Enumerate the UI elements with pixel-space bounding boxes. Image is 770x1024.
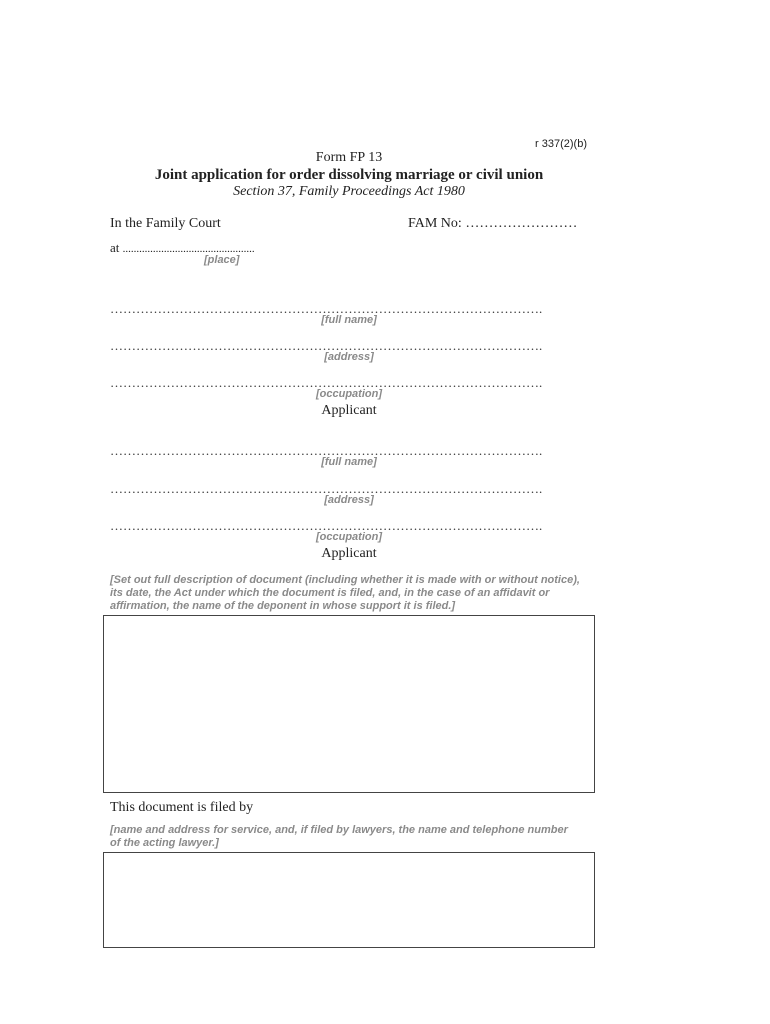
applicant-2-occupation-line[interactable]: ………………………………………………………………………………………. — [110, 518, 543, 533]
rule-reference: r 337(2)(b) — [535, 138, 587, 150]
filed-by-label: This document is filed by — [110, 800, 254, 815]
applicant-2-full-name-hint: [full name] — [321, 456, 377, 468]
applicant-1-full-name-hint: [full name] — [321, 314, 377, 326]
fam-no-field[interactable] — [408, 216, 577, 232]
form-title: Joint application for order dissolving marriage or civil union — [154, 167, 544, 183]
form-name: Form FP 13 — [315, 150, 383, 165]
at-label: at — [110, 240, 120, 255]
place-hint: [place] — [204, 254, 240, 266]
applicant-1-address-line[interactable]: ………………………………………………………………………………………. — [110, 338, 543, 353]
form-subtitle: Section 37, Family Proceedings Act 1980 — [233, 184, 465, 199]
fam-no-dots[interactable]: …………………… — [465, 216, 578, 231]
applicant-1-role: Applicant — [321, 403, 377, 418]
filed-by-box[interactable] — [103, 852, 595, 948]
applicant-1-occupation-line[interactable]: ………………………………………………………………………………………. — [110, 375, 543, 390]
applicant-2-full-name-line[interactable]: ………………………………………………………………………………………. — [110, 443, 543, 458]
court-label: In the Family Court — [110, 216, 221, 231]
fam-no-label: FAM No: — [408, 216, 462, 231]
document-instruction: [Set out full description of document (including whether it is made with or without notice), its date, the Act under which the document is filed, and, in the case of an affidavit or affirmation, the name of the deponent in whose support it is filed.] — [110, 574, 580, 612]
applicant-2-address-line[interactable]: ………………………………………………………………………………………. — [110, 481, 543, 496]
applicant-2-occupation-hint: [occupation] — [316, 531, 382, 543]
place-dots[interactable]: ................................................ — [122, 243, 255, 255]
applicant-1-full-name-line[interactable]: ………………………………………………………………………………………. — [110, 301, 543, 316]
filed-by-instruction: [name and address for service, and, if filed by lawyers, the name and telephone number of the acting lawyer.] — [110, 824, 568, 849]
applicant-2-address-hint: [address] — [324, 494, 374, 506]
applicant-2-role: Applicant — [321, 546, 377, 561]
document-description-box[interactable] — [103, 615, 595, 793]
applicant-1-address-hint: [address] — [324, 351, 374, 363]
applicant-1-occupation-hint: [occupation] — [316, 388, 382, 400]
